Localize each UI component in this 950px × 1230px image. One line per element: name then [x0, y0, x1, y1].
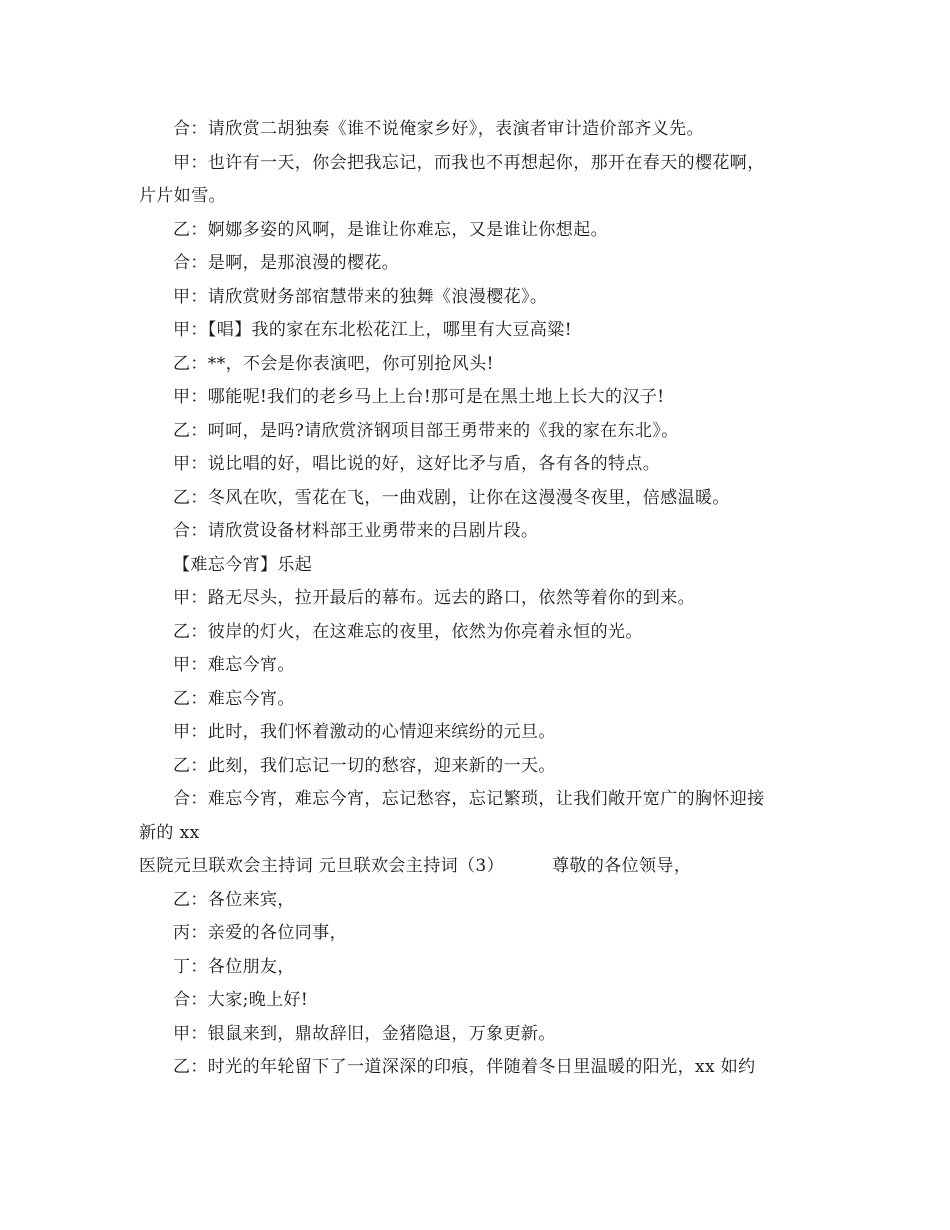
text-line: 甲：难忘今宵。 [173, 655, 295, 675]
text-line: 乙：婀娜多姿的风啊，是谁让你难忘，又是谁让你想起。 [173, 219, 608, 240]
text-line: 甲：哪能呢!我们的老乡马上上台!那可是在黑土地上长大的汉子! [173, 387, 665, 407]
text-line: 合：请欣赏设备材料部王业勇带来的吕剧片段。 [173, 521, 539, 541]
text-line: 丙：亲爱的各位同事， [173, 923, 347, 943]
text-line [139, 850, 829, 884]
text-line: 乙：难忘今宵。 [173, 688, 295, 709]
text-line: 乙：时光的年轮留下了一道深深的印痕，伴随着冬日里温暖的阳光，xx 如约 [173, 1057, 756, 1077]
text-line: 甲：银鼠来到，鼎故辞旧，金猪隐退，万象更新。 [173, 1023, 556, 1044]
greeting-text: 尊敬的各位领导， [552, 856, 692, 876]
text-line: 乙：冬风在吹，雪花在飞，一曲戏剧，让你在这漫漫冬夜里，倍感温暖。 [173, 487, 730, 508]
text-line: 甲：也许有一天，你会把我忘记，而我也不再想起你，那开在春天的樱花啊， [173, 152, 765, 173]
text-line: 甲：【唱】我的家在东北松花江上，哪里有大豆高粱! [173, 320, 572, 340]
text-line: 乙：**，不会是你表演吧，你可别抢风头! [173, 353, 494, 374]
text-line: 丁：各位朋友， [173, 956, 295, 977]
text-line: 合：请欣赏二胡独奏《谁不说俺家乡好》，表演者审计造价部齐义先。 [173, 119, 704, 139]
text-line: 乙：各位来宾， [173, 889, 295, 910]
text-line: 甲：请欣赏财务部宿慧带来的独舞《浪漫樱花》。 [173, 286, 548, 307]
document-title-text: 医院元旦联欢会主持词 元旦联欢会主持词（3） [139, 856, 505, 876]
document-body [139, 113, 829, 1085]
text-line: 乙：此刻，我们忘记一切的愁容，迎来新的一天。 [173, 755, 556, 776]
text-line: 合：难忘今宵，难忘今宵，忘记愁容，忘记繁琐，让我们敞开宽广的胸怀迎接 [173, 789, 765, 809]
text-line: 乙：彼岸的灯火，在这难忘的夜里，依然为你亮着永恒的光。 [173, 621, 643, 642]
text-line: 合：是啊，是那浪漫的樱花。 [173, 253, 400, 273]
text-line: 甲：此时，我们怀着激动的心情迎来缤纷的元旦。 [173, 722, 556, 742]
section-heading: 【难忘今宵】乐起 [173, 554, 313, 575]
text-line: 新的 xx [139, 822, 200, 843]
text-line: 合：大家;晚上好! [173, 990, 309, 1010]
text-line: 乙：呵呵，是吗?请欣赏济钢项目部王勇带来的《我的家在东北》。 [173, 420, 679, 441]
text-line: 片片如雪。 [139, 186, 226, 206]
text-line: 甲：路无尽头，拉开最后的幕布。远去的路口，依然等着你的到来。 [173, 588, 695, 608]
text-line: 甲：说比唱的好，唱比说的好，这好比矛与盾，各有各的特点。 [173, 454, 661, 474]
